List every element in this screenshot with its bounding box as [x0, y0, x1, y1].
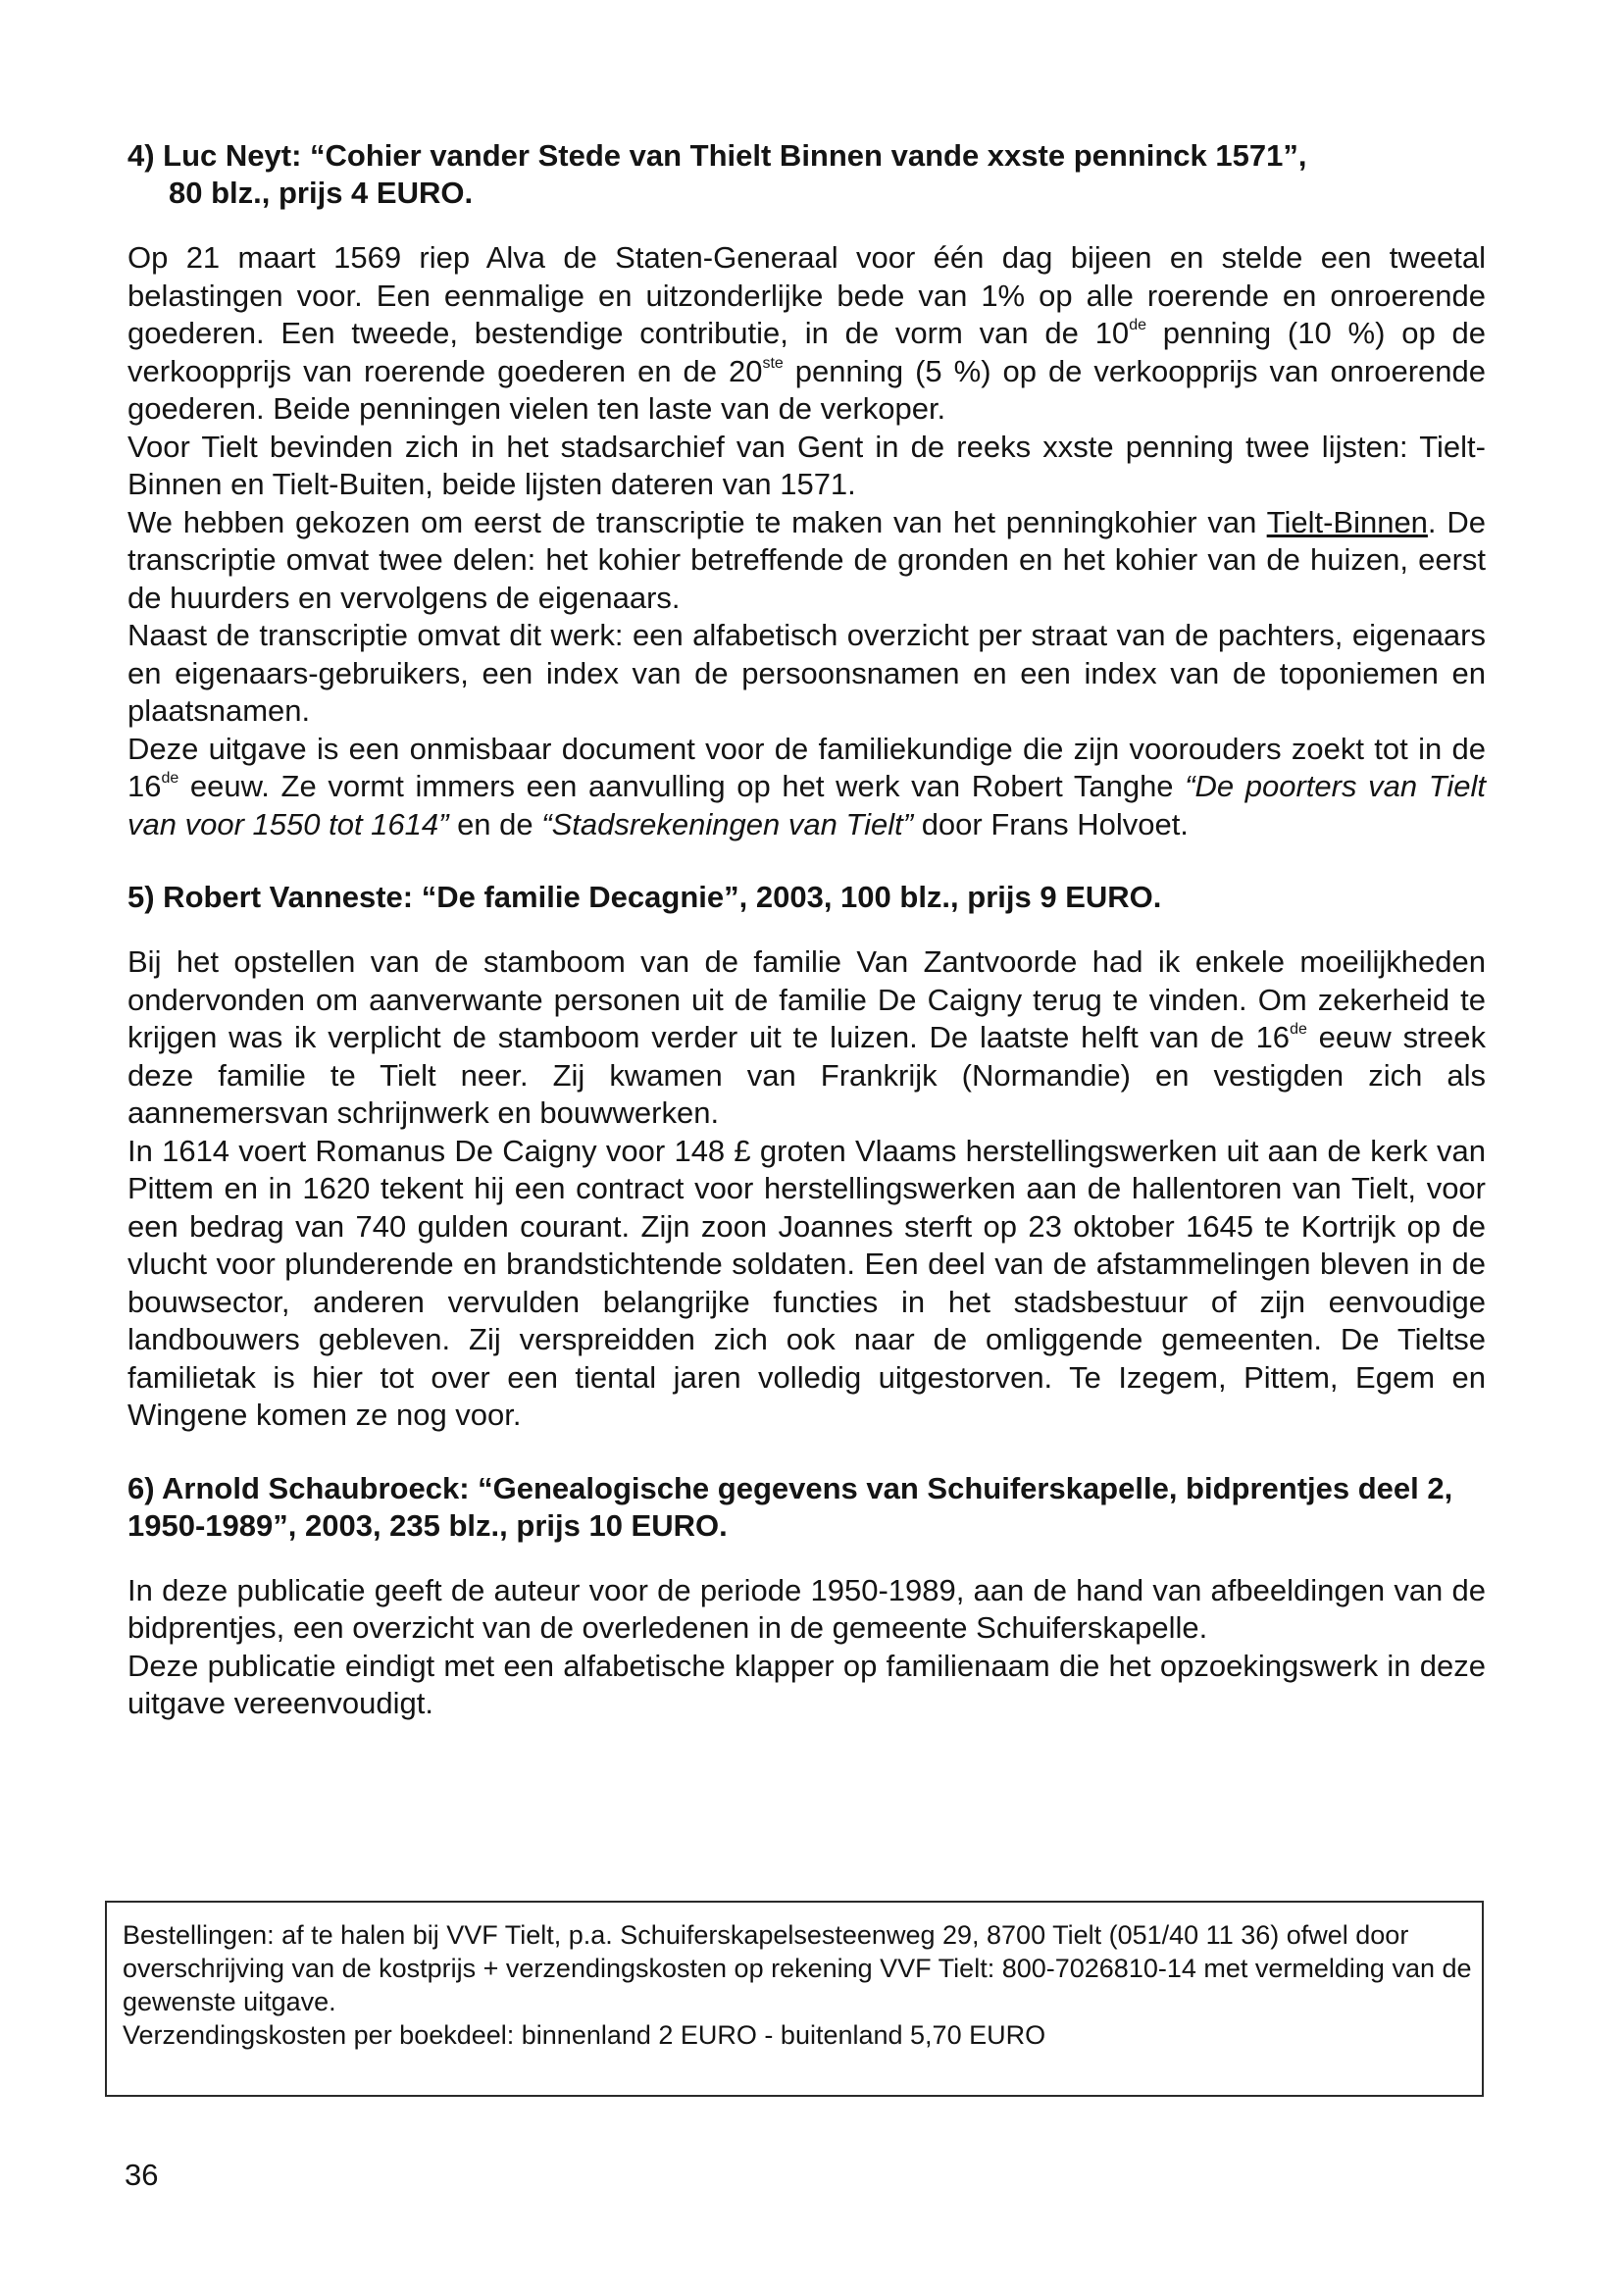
text-run: Op 21 maart 1569 riep Alva de Staten-Generaal voor één dag bijeen en stelde een tweetal belastingen voor. Een eenmalige en uitzonderlijke bede van 1% op alle roerende en onroerende goederen. Een tweede, bestendige contributie, in de vorm van de 10	[127, 240, 1486, 350]
text-run: eeuw. Ze vormt immers een aanvulling op het werk van Robert Tanghe	[178, 769, 1186, 803]
text-run: en de	[448, 806, 542, 841]
superscript: de	[1129, 317, 1146, 333]
underlined-term: Tielt-Binnen	[1266, 504, 1428, 539]
section-4-paragraph-2: Voor Tielt bevinden zich in het stadsarchief van Gent in de reeks xxste penning twee lijsten: Tielt-Binnen en Tielt-Buiten, beide lijsten dateren van 1571.	[127, 429, 1486, 501]
text-run: Bij het opstellen van de stamboom van de familie Van Zantvoorde had ik enkele moeilijkheden ondervonden om aanverwante personen uit de familie De Caigny terug te vinden. Om zekerheid te krijgen was ik verplicht de stamboom verder uit te luizen. De laatste helft van de 16	[127, 944, 1486, 1054]
section-6-paragraph-1: In deze publicatie geeft de auteur voor de periode 1950-1989, aan de hand van afbeeldingen van de bidprentjes, een overzicht van de overledenen in de gemeente Schuiferskapelle.	[127, 1572, 1486, 1645]
section-5-title-line1: 5) Robert Vanneste: “De familie Decagnie”, 2003, 100 blz., prijs 9 EURO.	[127, 880, 1162, 914]
superscript: de	[1290, 1021, 1307, 1038]
section-4-paragraph-1	[127, 239, 1486, 429]
page-number: 36	[125, 2158, 159, 2192]
section-4-paragraph-5	[127, 731, 1486, 844]
section-5-paragraph-2: In 1614 voert Romanus De Caigny voor 148 £ groten Vlaams herstellingswerken uit aan de kerk van Pittem en in 1620 tekent hij een contract voor herstellingswerken aan de hallentoren van Tielt, voor een bedrag van 740 gulden courant. Zijn zoon Joannes sterft op 23 oktober 1645 te Kortrijk op de vlucht voor plunderende en brandstichtende soldaten. Een deel van de afstammelingen bleven in de bouwsector, anderen vervulden belangrijke functies in het stadsbestuur of zijn eenvoudige landbouwers gebleven. Zij verspreidden zich ook naar de omliggende gemeenten. De Tieltse familietak is hier tot over een tiental jaren volledig uitgestorven. Te Izegem, Pittem, Egem en Wingene komen ze nog voor.	[127, 1133, 1486, 1432]
section-5-title	[127, 879, 1486, 916]
section-4-paragraph-3	[127, 504, 1486, 618]
section-4-paragraph-4: Naast de transcriptie omvat dit werk: een alfabetisch overzicht per straat van de pachters, eigenaars en eigenaars-gebruikers, een index van de persoonsnamen en een index van de toponiemen en plaatsnamen.	[127, 618, 1486, 728]
section-4-title-line2: 80 blz., prijs 4 EURO.	[169, 176, 474, 210]
section-4-title	[127, 137, 1486, 212]
text-run: We hebben gekozen om eerst de transcriptie te maken van het penningkohier van	[127, 504, 1267, 539]
text-run: door Frans Holvoet.	[913, 806, 1189, 841]
text-run: penning (5 %) op de verkoopprijs van onroerende goederen. Beide penningen vielen ten laste van de verkoper.	[127, 353, 1487, 426]
order-notice-box	[105, 1901, 1484, 2097]
book-title: “Stadsrekeningen van Tielt”	[541, 806, 914, 841]
book-title: “De poorters van Tielt van voor 1550 tot 1614”	[127, 769, 1486, 841]
section-6-title: 6) Arnold Schaubroeck: “Genealogische gegevens van Schuiferskapelle, bidprentjes deel 2, 1950-1989”, 2003, 235 blz., prijs 10 EURO.	[127, 1470, 1453, 1543]
text-run: Deze uitgave is een onmisbaar document voor de familiekundige die zijn voorouders zoekt tot in de 16	[127, 731, 1486, 803]
document-page	[127, 137, 1486, 1723]
shipping-cost-text: Verzendingskosten per boekdeel: binnenland 2 EURO - buitenland 5,70 EURO	[123, 2020, 1046, 2050]
section-4-title-line1: 4) Luc Neyt: “Cohier vander Stede van Thielt Binnen vande xxste penninck 1571”,	[127, 138, 1307, 173]
text-run: . De transcriptie omvat twee delen: het kohier betreffende de gronden en het kohier van de huizen, eerst de huurders en vervolgens de eigenaars.	[127, 504, 1486, 615]
section-5-paragraph-1	[127, 943, 1486, 1133]
superscript: de	[161, 770, 179, 787]
order-notice-text: Bestellingen: af te halen bij VVF Tielt, p.a. Schuiferskapelsesteenweg 29, 8700 Tielt (051/40 11 36) ofwel door overschrijving van de kostprijs + verzendingskosten op rekening VVF Tielt: 800-7026810-14 met vermelding van de gewenste uitgave.	[123, 1920, 1472, 2016]
text-run: eeuw streek deze familie te Tielt neer. Zij kwamen van Frankrijk (Normandie) en vestigden zich als aannemersvan schrijnwerk en bouwwerken.	[127, 1020, 1486, 1130]
section-6-paragraph-2: Deze publicatie eindigt met een alfabetische klapper op familienaam die het opzoekingswerk in deze uitgave vereenvoudigt.	[127, 1648, 1486, 1720]
superscript: ste	[762, 354, 784, 372]
text-run: penning (10 %) op de verkoopprijs van roerende goederen en de 20	[127, 316, 1486, 388]
